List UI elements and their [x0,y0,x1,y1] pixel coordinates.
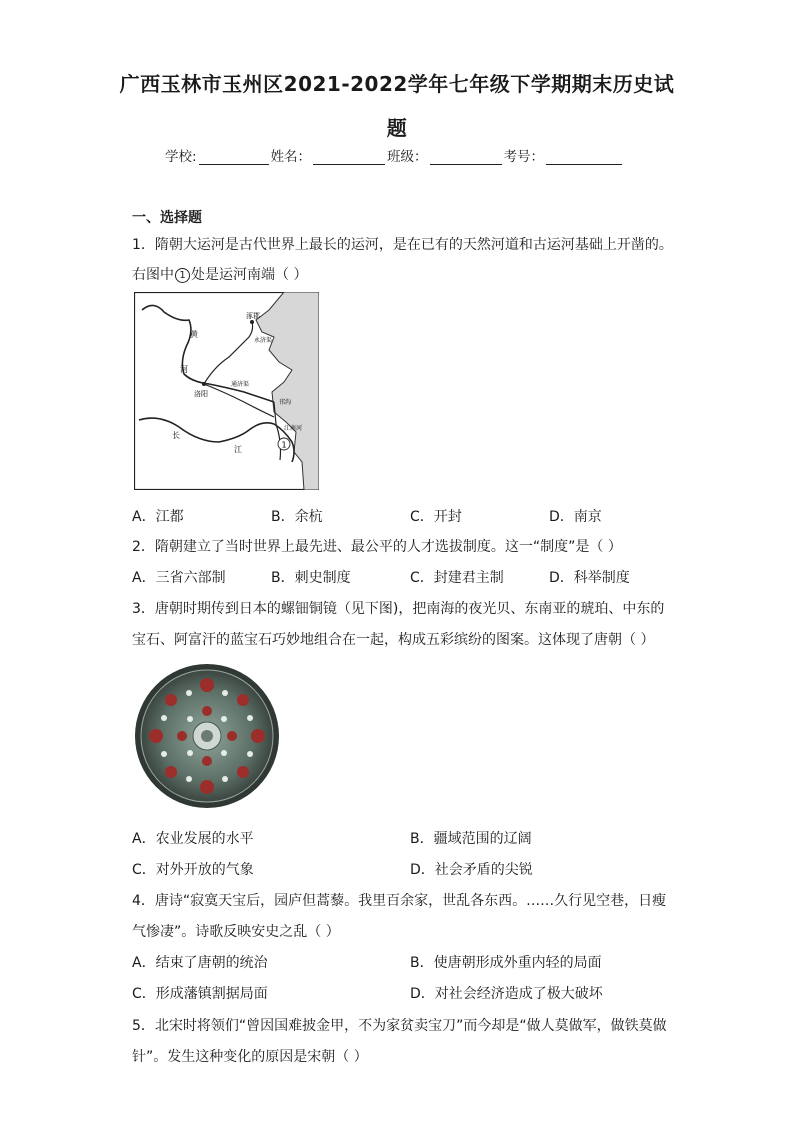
map-label-jiangnanhe: 江南河 [284,425,303,432]
exam-title-line1: 广西玉林市玉州区2021-2022学年七年级下学期期末历史试 [119,72,675,96]
q1-option-c[interactable]: C．开封 [410,509,462,525]
map-label-hangou: 邗沟 [279,399,292,406]
q2-option-c[interactable]: C．封建君主制 [410,570,504,586]
name-blank[interactable] [313,150,385,165]
q4-option-b[interactable]: B．使唐朝形成外重内轻的局面 [410,955,602,971]
q3-option-b[interactable]: B．疆域范围的辽阔 [410,831,532,847]
q3-option-d[interactable]: D．社会矛盾的尖锐 [410,862,533,878]
q3-option-a[interactable]: A．农业发展的水平 [132,831,254,847]
map-label-jiang: 江 [234,445,242,454]
q5-text-line1: 5．北宋时将领们“曾因国难披金甲，不为家贫卖宝刀”而今却是“做人莫做军，做铁莫做 [132,1018,667,1034]
q2-option-a[interactable]: A．三省六部制 [132,570,226,586]
q4-option-c[interactable]: C．形成藩镇割据局面 [132,986,268,1002]
school-blank[interactable] [199,150,269,165]
exam-title-line2: 题 [386,116,408,140]
map-label-zhuojun: 涿郡 [246,312,260,320]
map-label-he: 河 [180,365,188,374]
name-label: 姓名： [270,149,312,165]
student-info-row [165,145,624,165]
map-marker-1: 1 [281,440,287,450]
q4-text-line2: 气惨凄”。诗歌反映安史之乱（ ） [132,924,340,940]
q1-option-d[interactable]: D．南京 [549,509,602,525]
school-label: 学校: [165,149,197,165]
circled-marker: 1 [175,268,190,283]
q5-text-line2: 针”。发生这种变化的原因是宋朝（ ） [132,1049,368,1065]
map-label-huang: 黄 [190,330,198,339]
q4-option-d[interactable]: D．对社会经济造成了极大破坏 [410,986,603,1002]
q3-option-c[interactable]: C．对外开放的气象 [132,862,254,878]
map-label-tongjiqu: 通济渠 [231,381,250,388]
q3-text-line2: 宝石、阿富汗的蓝宝石巧妙地组合在一起，构成五彩缤纷的图案。这体现了唐朝（ ） [132,632,655,648]
map-label-chang: 长 [172,431,180,440]
class-label: 班级： [387,149,428,165]
q1-text-line2 [132,264,307,284]
section-heading: 一、选择题 [132,210,202,226]
q1-prefix: 右图中 [132,267,174,283]
q2-option-b[interactable]: B．刺史制度 [271,570,351,586]
map-label-luoyang: 洛阳 [194,390,208,398]
class-blank[interactable] [430,150,502,165]
q4-text-line1: 4．唐诗“寂寞天宝后，园庐但蒿藜。我里百余家，世乱各东西。……久行见空巷，日瘦 [132,893,667,909]
q1-text-line1: 1．隋朝大运河是古代世界上最长的运河，是在已有的天然河道和古运河基础上开凿的。 [132,237,673,253]
q2-text-line1: 2．隋朝建立了当时世界上最先进、最公平的人才选拔制度。这一“制度”是（ ） [132,539,622,555]
q1-option-b[interactable]: B．余杭 [271,509,323,525]
q2-option-d[interactable]: D．科举制度 [549,570,630,586]
q4-option-a[interactable]: A．结束了唐朝的统治 [132,955,268,971]
q1-suffix: 处是运河南端（ ） [191,267,308,283]
q1-option-a[interactable]: A．江都 [132,509,184,525]
map-label-yongjiqu: 永济渠 [254,337,273,344]
number-blank[interactable] [546,150,622,165]
mother-of-pearl-mirror-image [134,663,280,809]
number-label: 考号： [503,149,545,165]
q3-text-line1: 3．唐朝时期传到日本的螺钿铜镜（见下图)，把南海的夜光贝、东南亚的琥珀、中东的 [132,601,665,617]
grand-canal-map [134,292,319,490]
